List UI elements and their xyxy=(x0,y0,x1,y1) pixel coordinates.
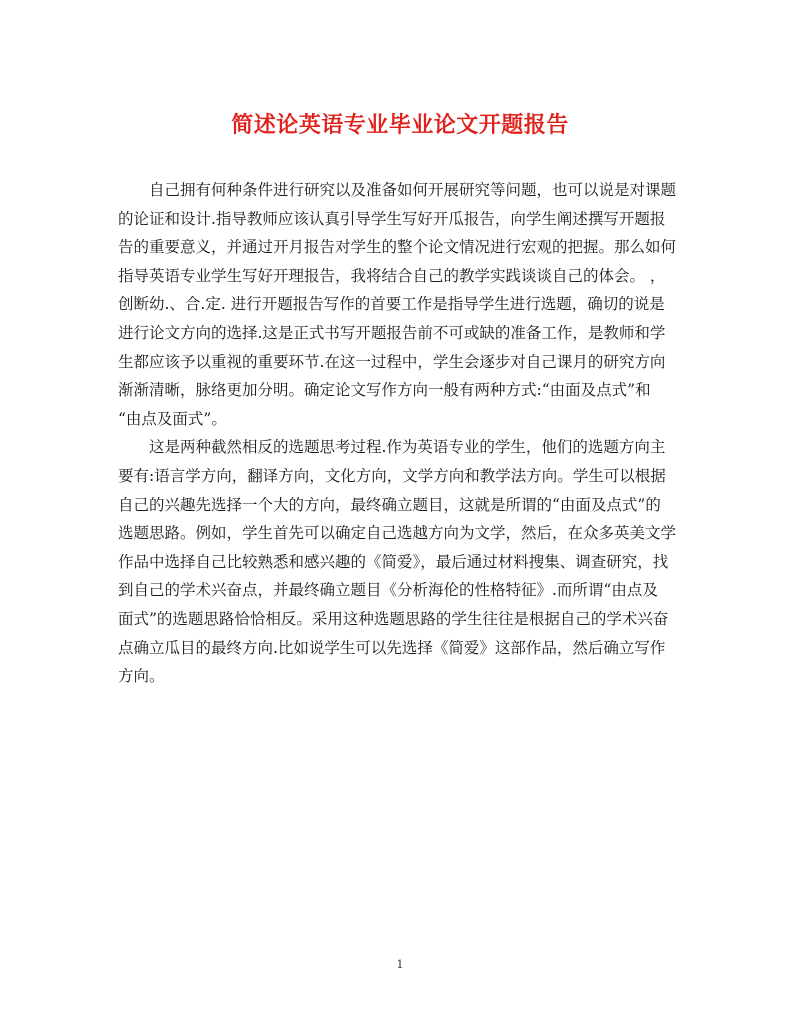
paragraph-line: 的论证和设计.指导教师应该认真引导学生写好开瓜报告，向学生阐述撰写开题报 xyxy=(118,209,666,228)
paragraph-line: 生都应该予以重视的重要环节.在这一过程中，学生会逐步对自己课月的研究方向 xyxy=(118,352,666,371)
paragraph-line: 渐渐清晰，脉络更加分明。确定论文写作方向一般有两种方式:“由面及点式”和 xyxy=(118,381,651,400)
document-title: 简述论英语专业毕业论文开题报告 xyxy=(231,112,569,138)
paragraph-line: 面式”的选题思路恰恰相反。采用这种选题思路的学生往往是根据自己的学术兴奋 xyxy=(118,609,669,628)
paragraph-2 xyxy=(118,433,690,690)
paragraph-line: “由点及面式”。 xyxy=(118,409,227,428)
paragraph-line: 选题思路。例如，学生首先可以确定自己选越方向为文学，然后，在众多英美文学 xyxy=(118,524,677,543)
paragraph-line: 这是两种截然相反的选题思考过程.作为英语专业的学生，他们的选题方向主 xyxy=(149,438,666,457)
paragraph-line: 作品中选择自己比较熟悉和感兴趣的《简爱》，最后通过材料搜集、调查研究，找 xyxy=(118,552,669,571)
paragraph-line: 方向。 xyxy=(118,667,165,686)
paragraph-line: 创断幼.、合.定. 进行开题报告写作的首要工作是指导学生进行选题，确切的说是 xyxy=(118,295,665,314)
paragraph-line: 指导英语专业学生写好开理报告，我将结合自己的教学实践谈谈自己的体会。 ， xyxy=(118,266,666,285)
paragraph-line: 自己拥有何种条件进行研究以及准备如何开展研究等问题，也可以说是对课题 xyxy=(149,181,677,199)
paragraph-line: 进行论文方向的选择.这是正式书写开题报告前不可或缺的准备工作，是教师和学 xyxy=(118,323,666,342)
paragraph-line: 到自己的学术兴奋点，并最终确立题目《分析海伦的性格特征》.而所谓“由点及 xyxy=(118,581,658,600)
paragraph-line: 告的重要意义，并通过开月报告对学生的整个论文情况进行宏观的把握。那么如何 xyxy=(118,238,677,257)
paragraph-line: 点确立瓜目的最终方向.比如说学生可以先选择《简爱》这部作品，然后确立写作 xyxy=(118,638,666,657)
paragraph-1 xyxy=(118,176,690,433)
paragraph-line: 要有:语言学方向，翻译方向，文化方向，文学方向和教学法方向。学生可以根据 xyxy=(118,466,666,485)
paragraph-line: 自己的兴趣先选择一个大的方向，最终确立题目，这就是所谓的“由面及点式”的 xyxy=(118,495,661,514)
document-body xyxy=(118,176,690,691)
page-number: 1 xyxy=(396,958,404,971)
